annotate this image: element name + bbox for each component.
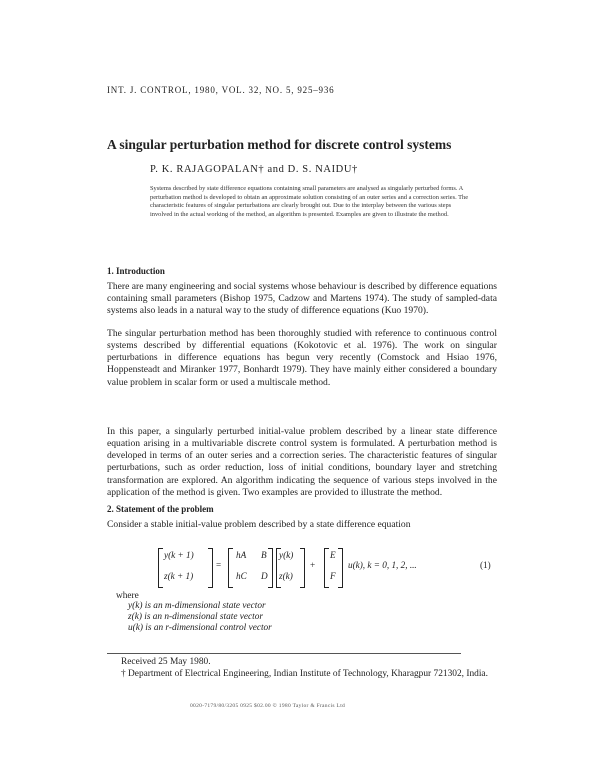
eq-a11: hA	[236, 550, 247, 560]
authors: P. K. RAJAGOPALAN† and D. S. NAIDU†	[150, 164, 358, 175]
issn-line: 0020-7179/80/3205 0925 $02.00 © 1980 Taylor & Francis Ltd	[190, 703, 346, 709]
journal-header: INT. J. CONTROL, 1980, VOL. 32, NO. 5, 925–936	[107, 85, 335, 95]
author-affiliation: † Department of Electrical Engineering, Indian Institute of Technology, Kharagpur 721302, India.	[121, 669, 488, 679]
equation-1	[158, 548, 498, 588]
eq-equals: =	[216, 560, 222, 570]
eq-plus: +	[310, 560, 316, 570]
def-y: y(k) is an m-dimensional state vector	[128, 601, 266, 611]
introduction-paragraph-1: There are many engineering and social systems whose behaviour is described by difference equations containing small parameters (Bishop 1975, Cadzow and Martens 1974). The study of sampled-data systems also leads in a natural way to the study of difference equations (Kuo 1970).	[107, 281, 497, 317]
variable-definitions	[128, 601, 272, 634]
footnote-rule	[107, 653, 461, 654]
where-label: where	[116, 591, 139, 601]
eq-number: (1)	[480, 560, 491, 570]
introduction-paragraph-2: The singular perturbation method has been thoroughly studied with reference to continuous control systems described by differential equations (Kokotovic et al. 1976). The work on singular perturbations in difference equations has begun very recently (Comstock and Hsiao 1976, Hoppensteadt and Miranker 1977, Bonhardt 1979). They have mainly either considered a boundary value problem in scalar form or used a multiscale method.	[107, 328, 497, 388]
paper-title: A singular perturbation method for discrete control systems	[107, 137, 452, 152]
eq-a21: hC	[236, 571, 247, 581]
eq-x2: z(k)	[279, 571, 293, 581]
eq-rhs: u(k), k = 0, 1, 2, ...	[348, 560, 417, 570]
def-z: z(k) is an n-dimensional state vector	[128, 612, 264, 622]
abstract: Systems described by state difference equations containing small parameters are analysed as singularly perturbed forms. A perturbation method is developed to obtain an approximate solution consisting of an outer series and a correction series. The characteristic features of singular perturbations are clearly brought out. Due to the interplay between the various steps involved in the actual working of the method, an algorithm is presented. Examples are given to illustrate the method.	[150, 185, 469, 219]
eq-x1: y(k)	[279, 550, 294, 560]
def-u: u(k) is an r-dimensional control vector	[128, 623, 272, 633]
section-heading-problem: 2. Statement of the problem	[107, 504, 214, 514]
introduction-paragraph-3: In this paper, a singularly perturbed initial-value problem described by a linear state difference equation arising in a multivariable discrete control system is formulated. A perturbation method is developed in terms of an outer series and a correction series. The characteristic features of singular perturbations, such as order reduction, loss of initial conditions, boundary layer and stretching transformation are explored. An algorithm indicating the sequence of various steps involved in the application of the method is given. Two examples are provided to illustrate the method.	[107, 426, 497, 498]
received-date: Received 25 May 1980.	[121, 657, 211, 667]
eq-lhs-1: y(k + 1)	[164, 550, 194, 560]
problem-paragraph: Consider a stable initial-value problem described by a state difference equation	[107, 519, 411, 530]
eq-a12: B	[261, 550, 267, 560]
eq-lhs-2: z(k + 1)	[164, 571, 194, 581]
eq-b1: E	[330, 550, 336, 560]
eq-a22: D	[261, 571, 268, 581]
eq-b2: F	[330, 571, 336, 581]
section-heading-introduction: 1. Introduction	[107, 266, 165, 276]
